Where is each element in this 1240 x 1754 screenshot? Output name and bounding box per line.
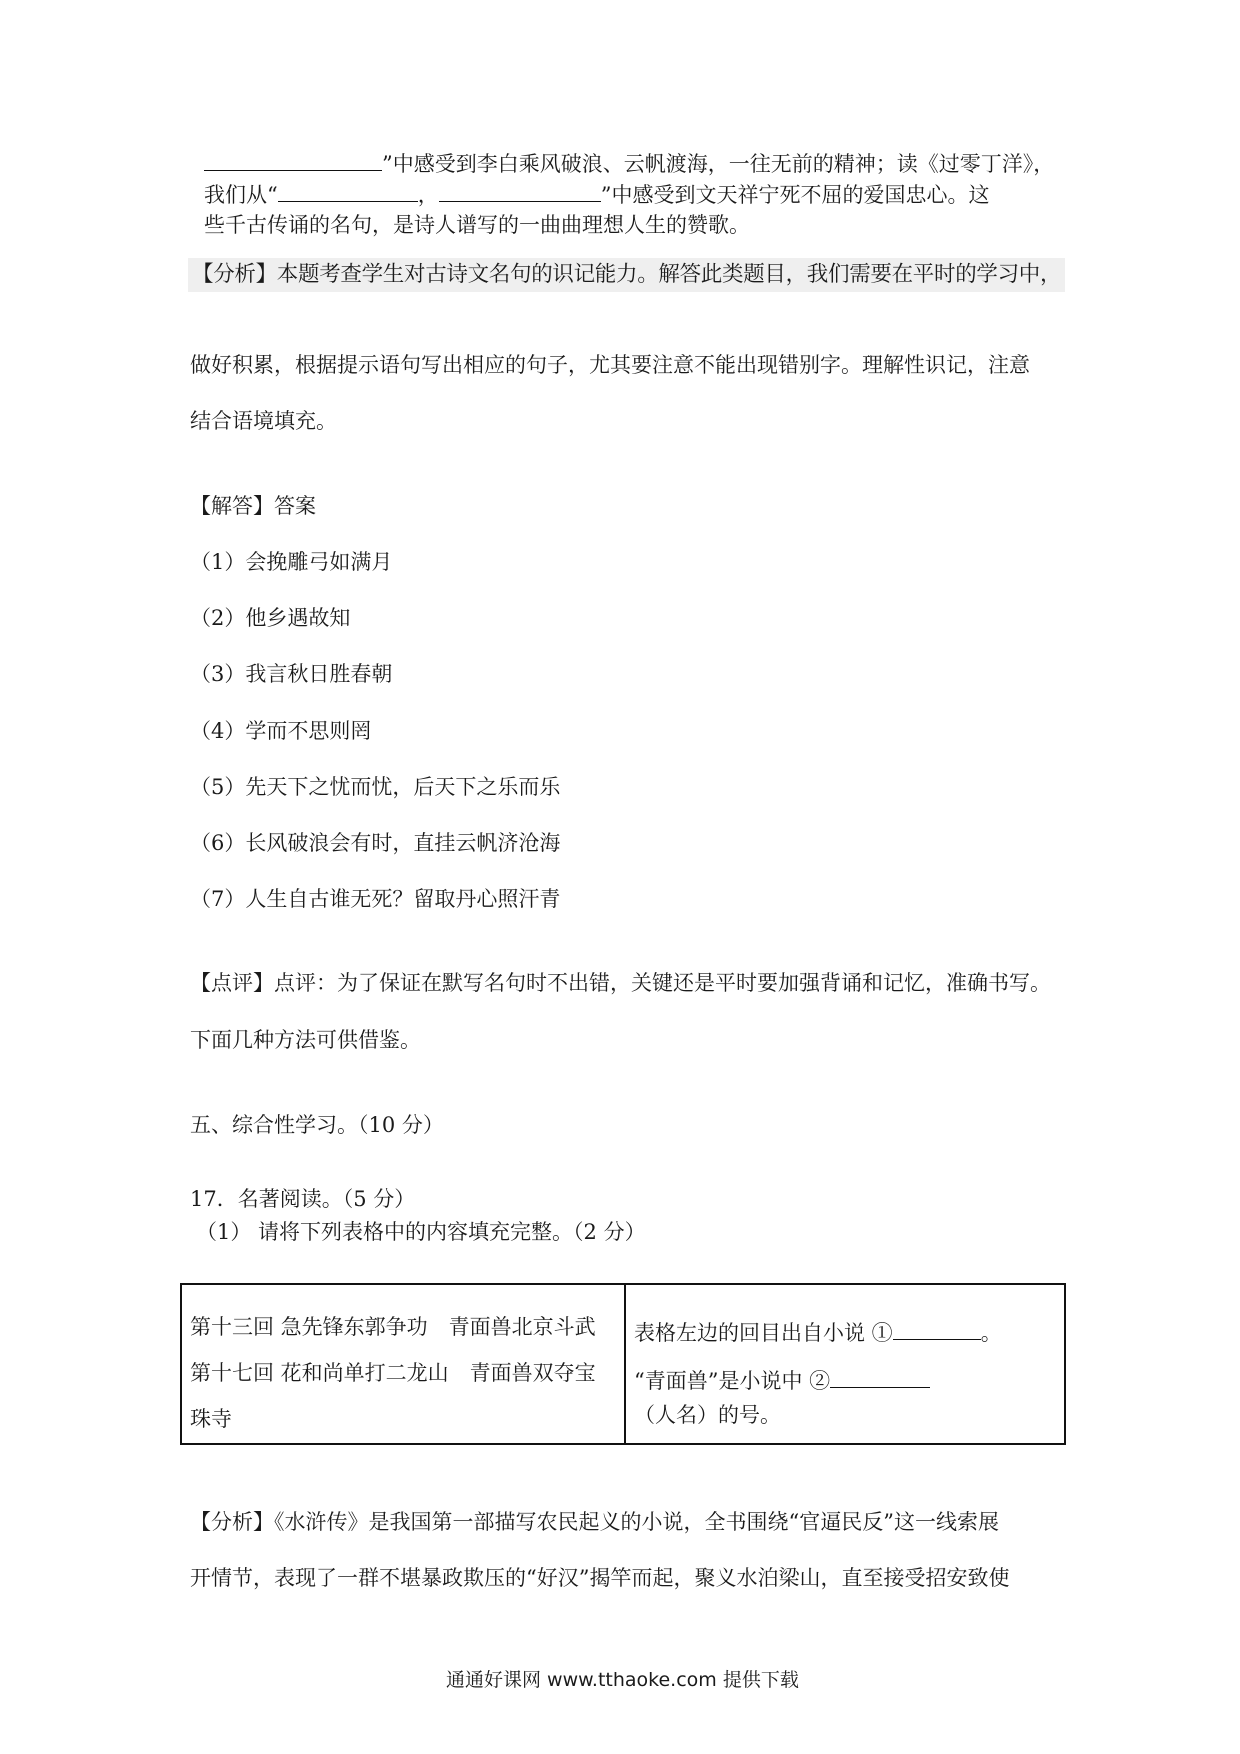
question-17-1: （1） 请将下列表格中的内容填充完整。（2 分） <box>196 1220 646 1244</box>
analysis2-line-1: 【分析】《水浒传》是我国第一部描写农民起义的小说，全书围绕“官逼民反”这一线索展 <box>190 1510 999 1534</box>
intro-line-1: ”中感受到李白乘风破浪、云帆渡海，一往无前的精神；读《过零丁洋》， <box>204 148 1054 179</box>
answer-item: （7）人生自古谁无死？留取丹心照汗青 <box>190 887 561 911</box>
answer-blank <box>893 1317 981 1340</box>
intro-line-3: 些千古传诵的名句，是诗人谱写的一曲曲理想人生的赞歌。 <box>204 213 750 237</box>
comment-line-2: 下面几种方法可供借鉴。 <box>190 1028 421 1052</box>
table-left-line: 第十三回 急先锋东郭争功 青面兽北京斗武 <box>190 1315 596 1339</box>
answer-item: （4）学而不思则罔 <box>190 719 372 743</box>
table-right-line-1: 表格左边的回目出自小说 ① 。 <box>634 1317 1002 1347</box>
analysis-highlighted-line: 【分析】本题考查学生对古诗文名句的识记能力。解答此类题目，我们需要在平时的学习中， <box>188 258 1065 292</box>
footer-text: 通通好课网 www.tthaoke.com 提供下载 <box>446 1669 799 1691</box>
intro-line-2: 我们从“ ， ”中感受到文天祥宁死不屈的爱国忠心。这 <box>204 179 989 210</box>
answer-item: （6）长风破浪会有时，直挂云帆济沧海 <box>190 831 561 855</box>
answer-blank <box>830 1365 930 1388</box>
answer-blank <box>204 148 382 171</box>
section-heading: 五、综合性学习。（10 分） <box>190 1113 444 1137</box>
answer-item: （1）会挽雕弓如满月 <box>190 550 393 574</box>
table-right-line-3: （人名）的号。 <box>634 1403 781 1427</box>
table-left-line: 珠寺 <box>190 1407 232 1431</box>
comment-line-1: 【点评】点评：为了保证在默写名句时不出错，关键还是平时要加强背诵和记忆，准确书写。 <box>190 971 1051 995</box>
answer-blank <box>439 179 601 202</box>
question-17: 17．名著阅读。（5 分） <box>190 1187 416 1211</box>
answer-item: （5）先天下之忧而忧，后天下之乐而乐 <box>190 775 561 799</box>
analysis-line-3: 结合语境填充。 <box>190 409 337 433</box>
answer-item: （2）他乡遇故知 <box>190 606 351 630</box>
analysis-line-2: 做好积累，根据提示语句写出相应的句子，尤其要注意不能出现错别字。理解性识记，注意 <box>190 353 1030 377</box>
table-left-line: 第十七回 花和尚单打二龙山 青面兽双夺宝 <box>190 1361 596 1385</box>
analysis2-line-2: 开情节，表现了一群不堪暴政欺压的“好汉”揭竿而起，聚义水泊梁山，直至接受招安致使 <box>190 1566 1010 1590</box>
solution-heading: 【解答】答案 <box>190 494 316 518</box>
answer-blank <box>278 179 418 202</box>
table-divider <box>624 1285 626 1443</box>
fill-in-table <box>180 1283 1066 1445</box>
answer-item: （3）我言秋日胜春朝 <box>190 662 393 686</box>
table-right-line-2: “青面兽”是小说中 ② <box>634 1365 930 1395</box>
